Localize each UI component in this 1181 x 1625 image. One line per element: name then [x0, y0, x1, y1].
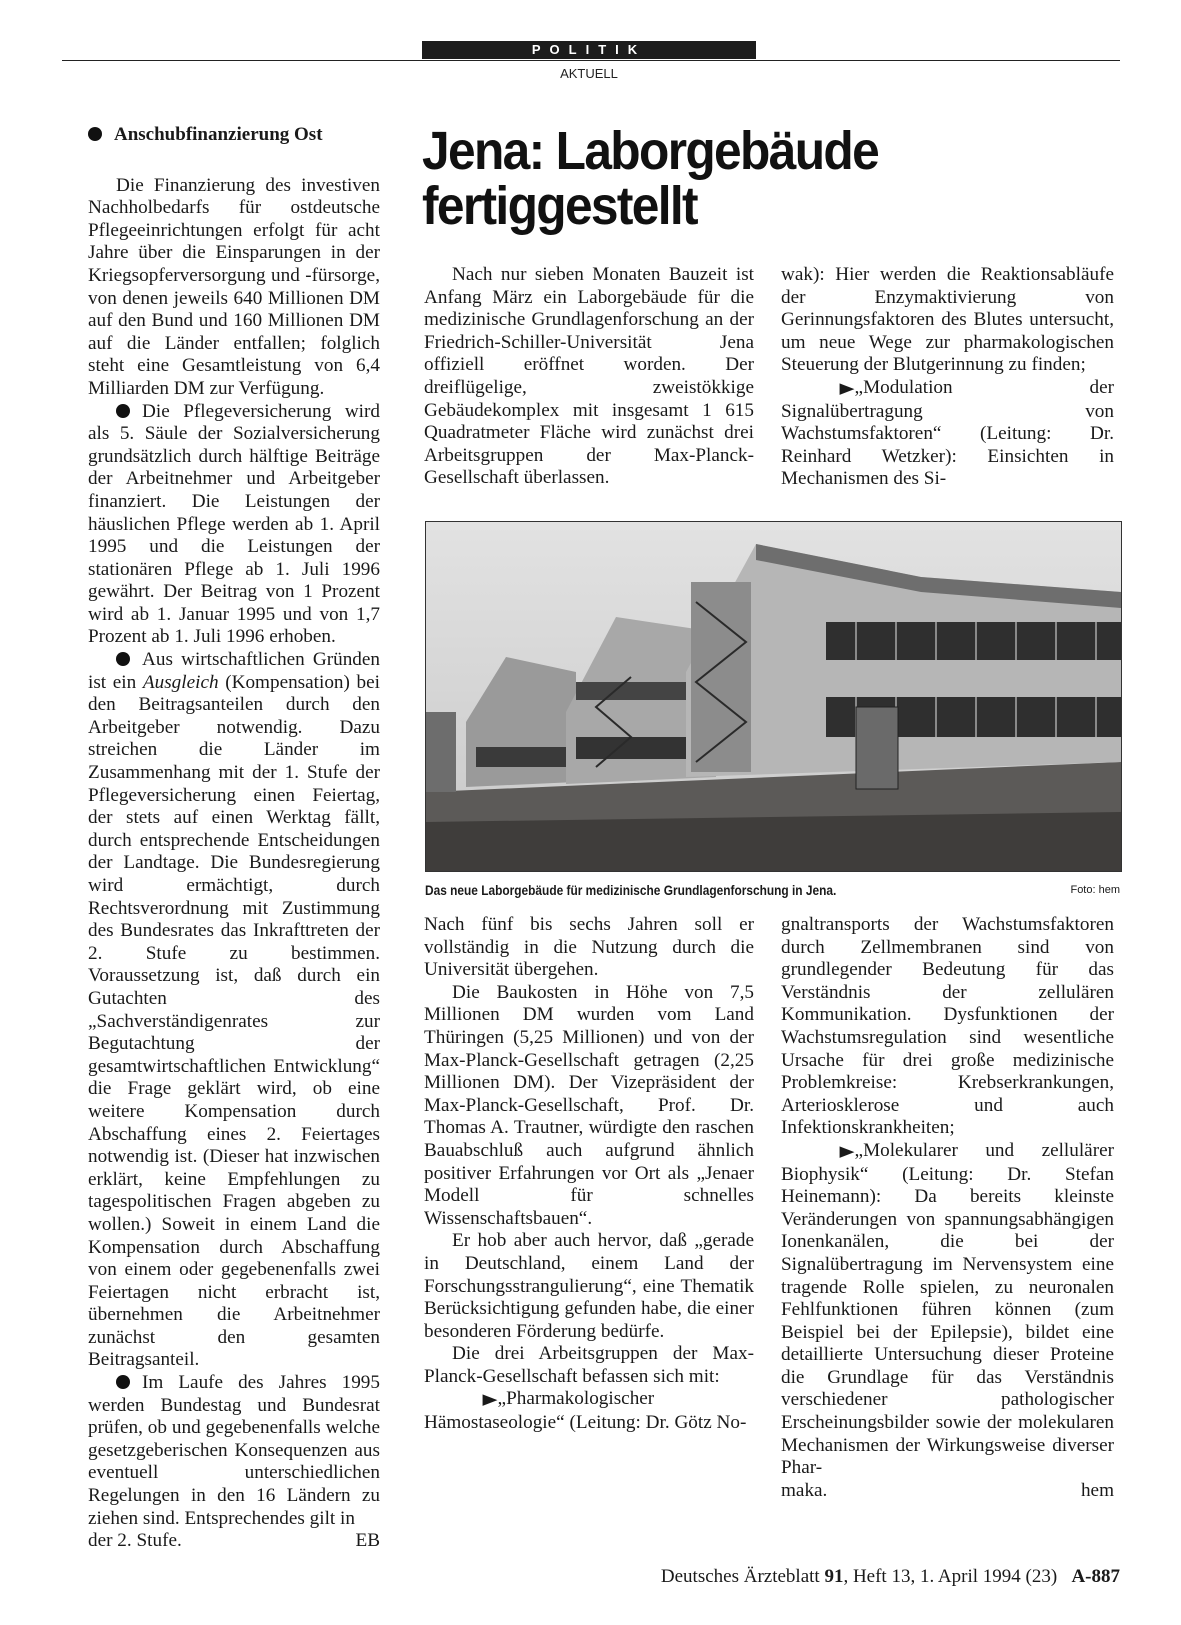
arrow-bullet-icon: ▶	[839, 380, 855, 397]
page-footer	[560, 1566, 1120, 1588]
bullet-icon	[88, 127, 102, 141]
last-line: maka. hem	[781, 1479, 1114, 1501]
arrow-bullet-icon: ▶	[482, 1392, 498, 1409]
subsection-label: AKTUELL	[560, 66, 618, 81]
left-column	[88, 124, 380, 1553]
photo-caption: Das neue Laborgebäude für medizinische Grundlagenforschung in Jena.	[425, 882, 837, 898]
bullet-icon	[116, 652, 130, 666]
section-label: POLITIK	[422, 41, 756, 59]
bullet-icon	[116, 404, 130, 418]
journal-name: Deutsches Ärzteblatt	[660, 1566, 820, 1587]
bullet-icon	[116, 1375, 130, 1389]
photo-credit: Foto: hem	[1070, 884, 1120, 896]
author-initials: hem	[1080, 1479, 1114, 1501]
author-initials: EB	[355, 1530, 380, 1552]
article-top-column-2: wak): Hier werden die Reaktionsabläufe der Enzymaktivierung von Gerinnungsfaktoren des Blutes untersucht, um neue Wege zur pharmakologischen Steuerung der Blutgerinnung zu finden; ▶„Modulation der Signalübertragung von Wachstumsfaktoren“ (Leitung: Dr. Reinhard Wetzker): Einsichten in Mechanismen des Si-	[781, 264, 1114, 490]
volume-number: 91	[824, 1566, 844, 1587]
building-photo	[425, 521, 1122, 872]
issue-date: , Heft 13, 1. April 1994 (23)	[843, 1566, 1058, 1587]
arrow-bullet-icon: ▶	[839, 1143, 855, 1160]
last-line: der 2. Stufe. EB	[88, 1530, 380, 1552]
article-top-column-1: Nach nur sieben Monaten Bauzeit ist Anfang März ein Laborgebäude für die medizinische Grundlagenforschung an der Friedrich-Schiller-Universität Jena offiziell eröffnet worden. Der dreiflügelige, zweistökkige Gebäudekomplex mit insgesamt 1 615 Quadratmeter Fläche wird zunächst drei Arbeitsgruppen der Max-Planck-Gesellschaft überlassen.	[424, 264, 754, 489]
subhead: Anschubfinanzierung Ost	[88, 124, 380, 147]
page-number: A-887	[1071, 1566, 1120, 1587]
article-bottom-column-1: Nach fünf bis sechs Jahren soll er vollständig in die Nutzung durch die Universität übergehen. Die Baukosten in Höhe von 7,5 Millionen DM wurden vom Land Thüringen (5,25 Millionen) und von der Max-Planck-Gesellschaft getragen (2,25 Millionen DM). Der Vizepräsident der Max-Planck-Gesellschaft, Prof. Dr. Thomas A. Trautner, würdigte den raschen Bauabschluß auch aufgrund ähnlich positiver Erfahrungen vor Ort als „Jenaer Modell für schnelles Wissenschaftsbauen“. Er hob aber auch hervor, daß „gerade in Deutschland, einem Land der Forschungsstrangulierung“, eine Thematik Berücksichtigung gefunden habe, die einer besonderen Förderung bedürfe. Die drei Arbeitsgruppen der Max-Planck-Gesellschaft befassen sich mit: ▶„Pharmakologischer Hämostaseologie“ (Leitung: Dr. Götz No-	[424, 914, 754, 1434]
paragraph: Im Laufe des Jahres 1995 werden Bundestag und Bundesrat prüfen, ob und gegebenenfalls welche gesetzgeberischen Konsequenzen aus eventuell unterschiedlichen Regelungen in den 16 Ländern zu ziehen sind. Entsprechendes gilt in	[88, 1372, 380, 1529]
header-rule	[62, 60, 1120, 61]
headline: Jena: Laborgebäude fertiggestellt	[422, 121, 879, 236]
article-bottom-column-2: gnaltransports der Wachstumsfaktoren durch Zellmembranen sind von grundlegender Bedeutung für das Verständnis der zellulären Kommunikation. Dysfunktionen der Wachstumsregulation sind wesentliche Ursache für drei große medizinische Problemkreise: Krebserkrankungen, Arteriosklerose und auch Infektionskrankheiten; ▶„Molekularer und zellulärer Biophysik“ (Leitung: Dr. Stefan Heinemann): Da bereits kleinste Veränderungen von spannungsabhängigen Ionenkanälen, die bei der Signalübertragung im Nervensystem eine tragende Rolle spielen, zu neuronalen Fehlfunktionen führen können (zum Beispiel bei der Epilepsie), bildet eine detaillierte Untersuchung dieser Proteine die Grundlage für das Verständnis verschiedener pathologischer Erscheinungsbilder sowie der molekularen Mechanismen der Wirkungsweise diverser Phar- maka. hem	[781, 914, 1114, 1501]
paragraph: Die Pflegeversicherung wird als 5. Säule der Sozialversicherung grundsätzlich durch hälftige Beiträge der Arbeitnehmer und Arbeitgeber finanziert. Die Leistungen der häuslichen Pflege werden ab 1. April 1995 und die Leistungen der stationären Pflege ab 1. Juli 1996 gewährt. Der Beitrag von 1 Prozent wird ab 1. Januar 1995 und von 1,7 Prozent ab 1. Juli 1996 erhoben.	[88, 400, 380, 648]
paragraph: Aus wirtschaftlichen Gründen ist ein Ausgleich (Kompensation) bei den Beitragsanteilen durch den Arbeitgeber notwendig. Dazu streichen die Länder im Zusammenhang mit der 1. Stufe der Pflegeversicherung einen Feiertag, der stets auf einen Werktag fällt, durch entsprechende Entscheidungen der Landtage. Die Bundesregierung wird ermächtigt, durch Rechtsverordnung mit Zustimmung des Bundesrates das Inkrafttreten der 2. Stufe zu bestimmen. Voraussetzung ist, daß durch ein Gutachten des „Sachverständigenrates zur Begutachtung der gesamtwirtschaftlichen Entwicklung“ die Frage geklärt wird, ob eine weitere Kompensation durch Abschaffung eines 2. Feiertages notwendig ist. (Dieser hat inzwischen erklärt, keine Empfehlungen zu tagespolitischen Fragen abgeben zu wollen.) Soweit in einem Land die Kompensation durch Abschaffung von einem oder gegebenenfalls zwei Feiertagen nicht erbracht ist, übernehmen die Arbeitnehmer zunächst den gesamten Beitragsanteil.	[88, 649, 381, 1371]
paragraph: Die Finanzierung des investiven Nachholbedarfs für ostdeutsche Pflegeeinrichtungen erfolgt für acht Jahre über die Einsparungen in der Kriegsopferversorgung und -fürsorge, von denen jeweils 640 Millionen DM auf den Bund und 160 Millionen DM auf die Länder entfallen; folglich steht eine Gesamtleistung von 6,4 Milliarden DM zur Verfügung.	[88, 174, 380, 399]
lab-building-illustration	[426, 522, 1121, 871]
